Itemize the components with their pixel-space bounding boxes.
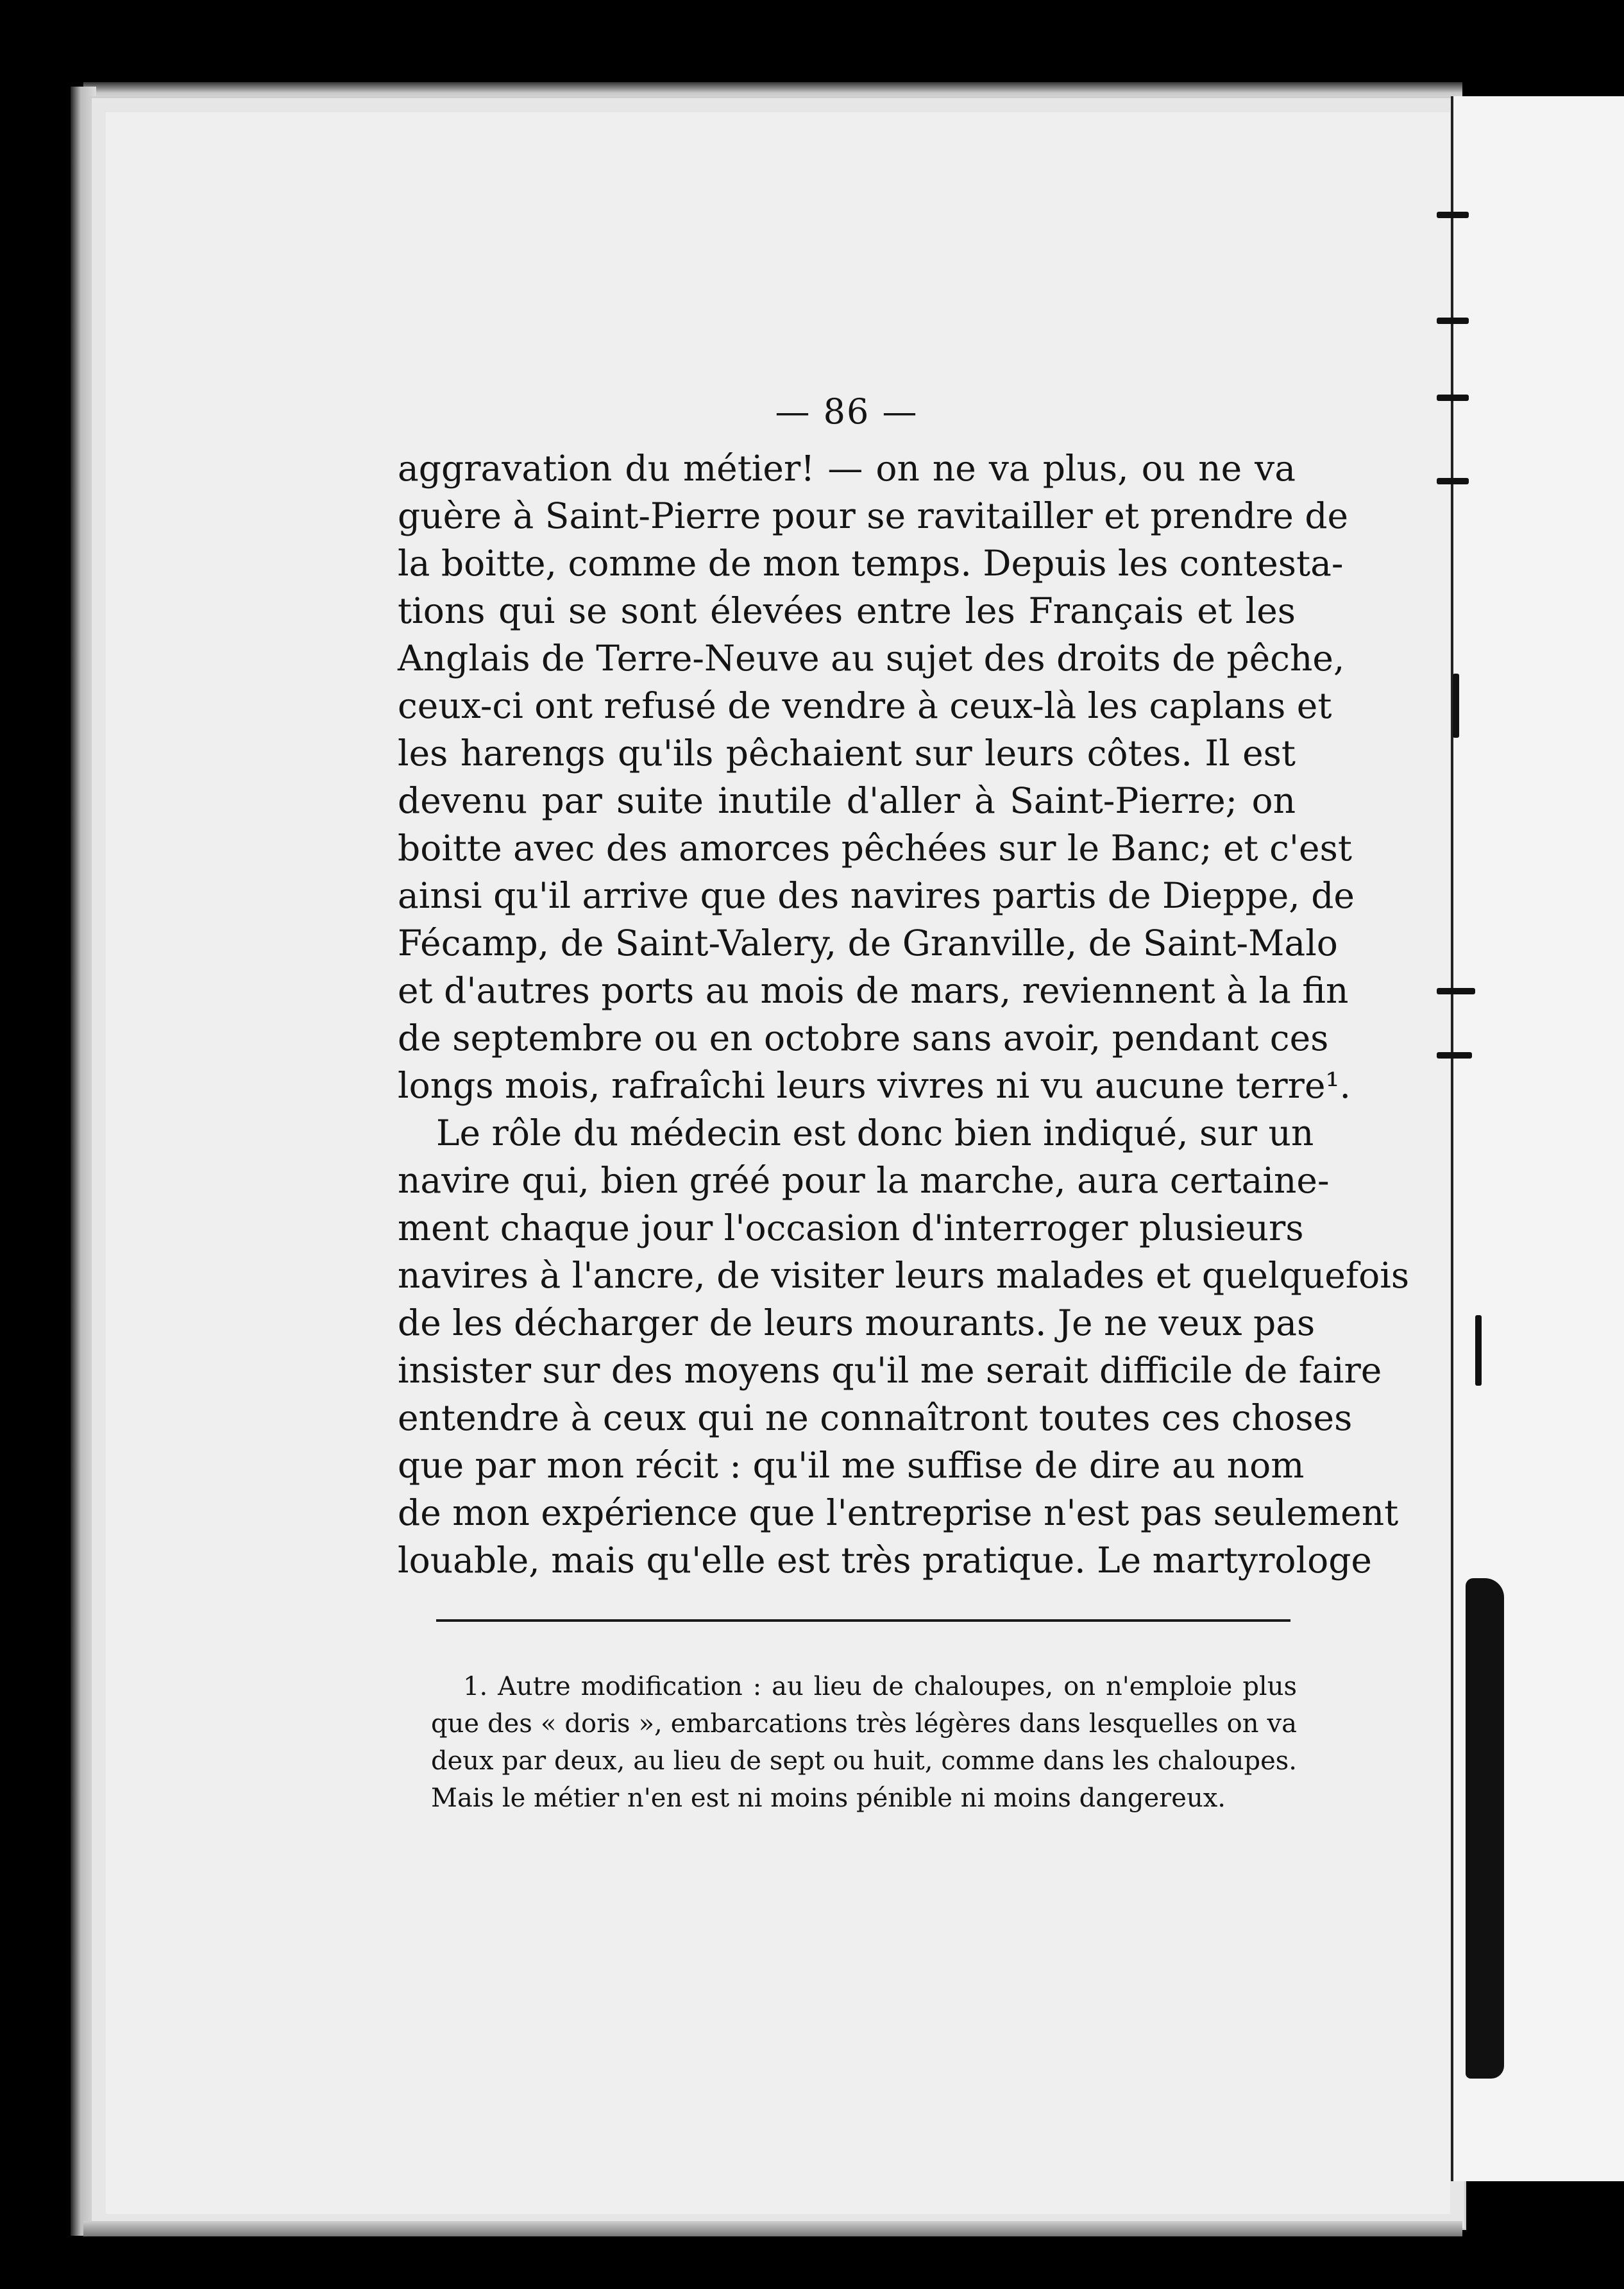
text-line: ment chaque jour l'occasion d'interroger plusieurs (398, 1207, 1304, 1248)
text-line: de les décharger de leurs mourants. Je ne veux pas (398, 1302, 1315, 1343)
text-line: boitte avec des amorces pêchées sur le Banc; et c'est (398, 828, 1352, 869)
paragraph-2 (398, 1109, 1410, 1584)
text-line: la boitte, comme de mon temps. Depuis les contesta- (398, 543, 1344, 584)
text-line: guère à Saint-Pierre pour se ravitailler et prendre de (398, 495, 1349, 536)
margin-mark (1437, 478, 1469, 484)
text-line: Le rôle du médecin est donc bien indiqué, sur un (436, 1112, 1314, 1153)
text-line: Anglais de Terre-Neuve au sujet des droits de pêche, (398, 638, 1345, 679)
text-line: aggravation du métier! — on ne va plus, ou ne va (398, 448, 1296, 489)
footnote (431, 1668, 1297, 1817)
text-line: et d'autres ports au mois de mars, reviennent à la fin (398, 970, 1349, 1011)
text-line: navires à l'ancre, de visiter leurs malades et quelquefois (398, 1255, 1410, 1296)
page-edge-bottom (83, 2221, 1462, 2236)
torn-page-edge (1466, 1578, 1504, 2079)
text-line: tions qui se sont élevées entre les Français et les (398, 590, 1296, 631)
text-line: Mais le métier n'en est ni moins pénible ni moins dangereux. (431, 1783, 1226, 1813)
margin-mark (1437, 988, 1475, 994)
text-line: que par mon récit : qu'il me suffise de dire au nom (398, 1445, 1305, 1486)
text-line: 1. Autre modification : au lieu de chaloupes, on n'emploie plus (463, 1672, 1297, 1701)
text-line: de mon expérience que l'entreprise n'est pas seulement (398, 1492, 1399, 1533)
text-line: que des « doris », embarcations très légères dans lesquelles on va (431, 1709, 1297, 1739)
text-line: les harengs qu'ils pêchaient sur leurs côtes. Il est (398, 733, 1296, 774)
paragraph-1 (398, 445, 1355, 1109)
footnote-rule (436, 1619, 1290, 1622)
page-number: — 86 — (775, 391, 918, 432)
text-line: ceux-ci ont refusé de vendre à ceux-là les caplans et (398, 685, 1332, 726)
margin-mark (1437, 395, 1469, 401)
text-line: ainsi qu'il arrive que des navires partis de Dieppe, de (398, 875, 1355, 916)
margin-mark (1437, 212, 1469, 218)
text-line: louable, mais qu'elle est très pratique. Le martyrologe (398, 1540, 1372, 1581)
text-line: Fécamp, de Saint-Valery, de Granville, de Saint-Malo (398, 923, 1338, 964)
text-line: navire qui, bien gréé pour la marche, aura certaine- (398, 1160, 1330, 1201)
margin-mark (1475, 1315, 1482, 1386)
text-line: deux par deux, au lieu de sept ou huit, comme dans les chaloupes. (431, 1746, 1297, 1776)
text-line: de septembre ou en octobre sans avoir, pendant ces (398, 1017, 1329, 1059)
margin-mark (1437, 318, 1469, 324)
text-line: longs mois, rafraîchi leurs vivres ni vu aucune terre¹. (398, 1065, 1351, 1106)
margin-mark (1437, 1052, 1472, 1059)
body-text (398, 391, 1410, 1584)
text-line: insister sur des moyens qu'il me serait difficile de faire (398, 1350, 1382, 1391)
margin-mark (1453, 674, 1459, 738)
text-line: devenu par suite inutile d'aller à Saint-Pierre; on (398, 780, 1296, 821)
text-line: entendre à ceux qui ne connaîtront toutes ces choses (398, 1397, 1353, 1438)
